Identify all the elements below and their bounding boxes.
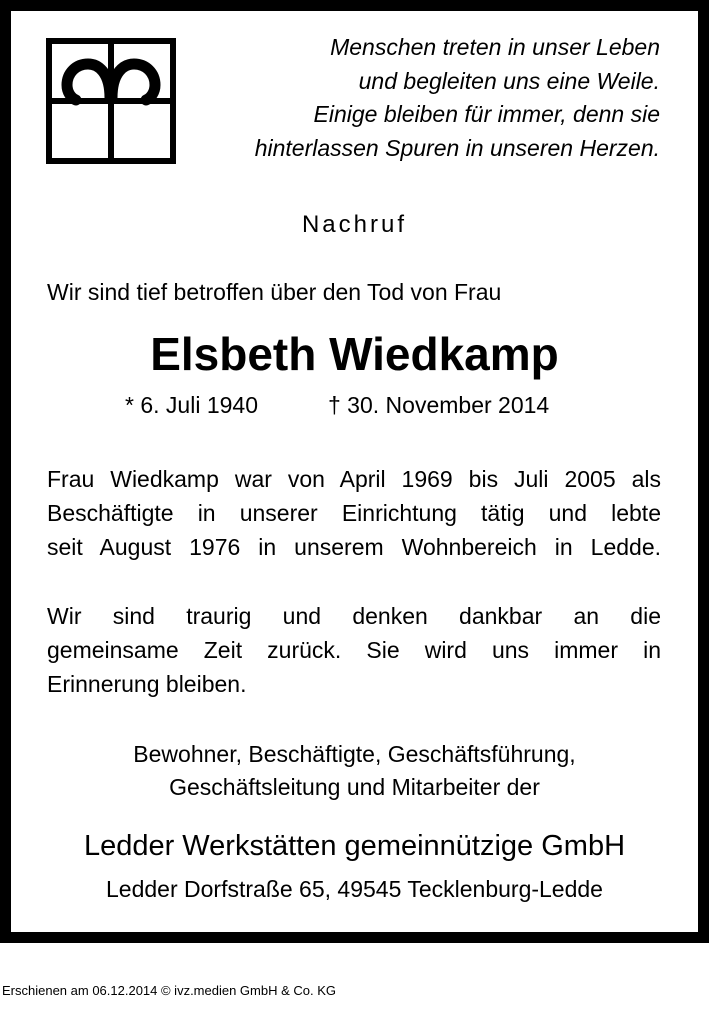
- paragraph-line: seit August 1976 in unserem Wohnbereich in Ledde.: [47, 534, 661, 560]
- paragraph-line: Beschäftigte in unserer Einrichtung tätig und lebte: [47, 500, 661, 526]
- paragraph-line: Erinnerung bleiben.: [47, 671, 247, 697]
- poem-line: Menschen treten in unser Leben: [330, 34, 660, 60]
- publication-footer: Erschienen am 06.12.2014 © ivz.medien GmbH & Co. KG: [2, 983, 337, 998]
- birth-date: * 6. Juli 1940: [125, 392, 258, 418]
- intro-text: Wir sind tief betroffen über den Tod von Frau: [47, 279, 502, 305]
- window-cross-logo-icon: [46, 38, 176, 164]
- paragraph-line: Frau Wiedkamp war von April 1969 bis Juli 2005 als: [47, 466, 661, 492]
- paragraph-line: Wir sind traurig und denken dankbar an die: [47, 603, 661, 629]
- signers-line: Geschäftsleitung und Mitarbeiter der: [169, 774, 540, 800]
- poem-line: und begleiten uns eine Weile.: [358, 67, 660, 94]
- organization-name: Ledder Werkstätten gemeinnützige GmbH: [83, 830, 626, 862]
- condolence-paragraph: [47, 599, 661, 701]
- obituary-card: [11, 11, 698, 932]
- deceased-name: Elsbeth Wiedkamp: [150, 328, 559, 380]
- organization-address: Ledder Dorfstraße 65, 49545 Tecklenburg-Ledde: [106, 876, 603, 902]
- signers-line: Bewohner, Beschäftigte, Geschäftsführung,: [133, 741, 576, 767]
- poem-line: hinterlassen Spuren in unseren Herzen.: [254, 134, 660, 161]
- poem: [160, 31, 660, 165]
- death-date: † 30. November 2014: [328, 392, 550, 418]
- signers: [11, 738, 698, 804]
- notice-heading: Nachruf: [301, 211, 408, 238]
- poem-line: Einige bleiben für immer, denn sie: [313, 101, 660, 127]
- biography-paragraph: [47, 462, 661, 564]
- paragraph-line: gemeinsame Zeit zurück. Sie wird uns immer in: [47, 637, 661, 663]
